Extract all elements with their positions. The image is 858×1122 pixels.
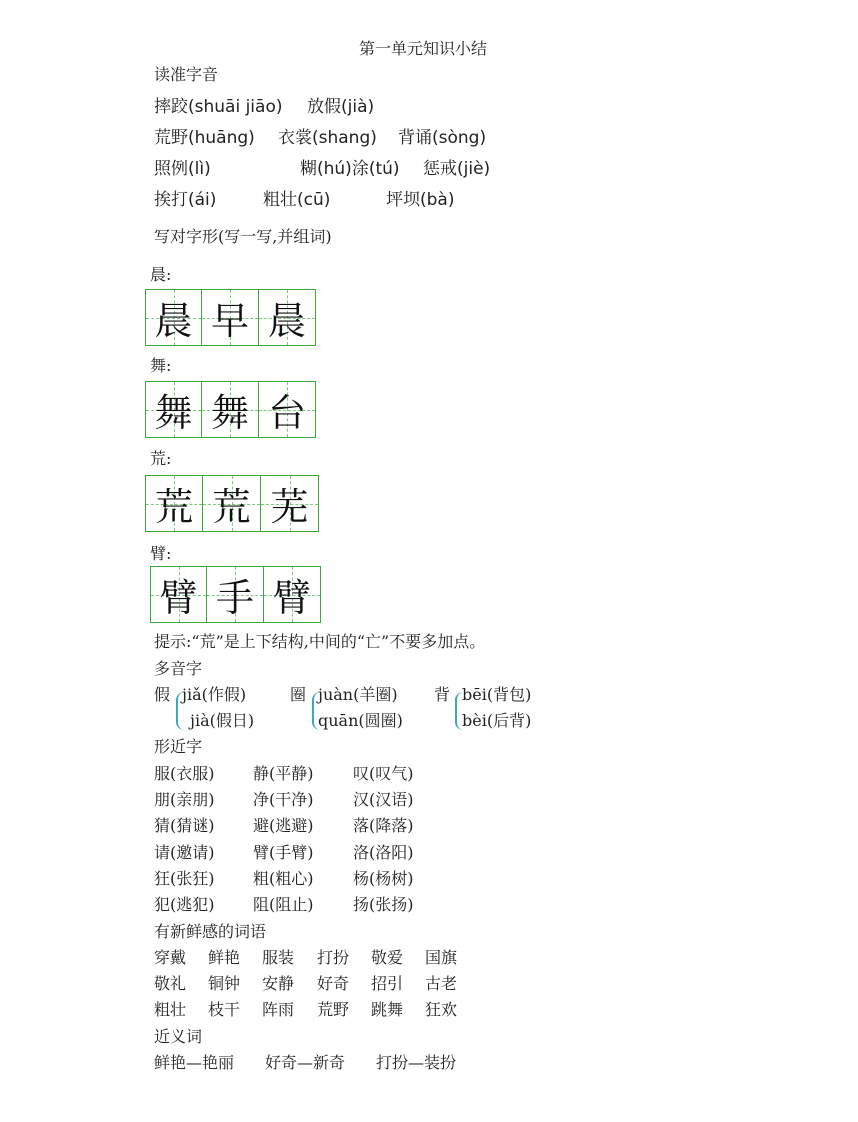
synonym-pair: 打扮—装扮	[376, 1053, 457, 1072]
fresh-word: 好奇	[317, 974, 350, 993]
similar-item: 服(衣服)	[154, 764, 215, 783]
grid-character: 荒	[212, 485, 251, 529]
similar-item: 狂(张狂)	[154, 869, 215, 888]
section-heading-synonym: 近义词	[154, 1027, 203, 1046]
page-title: 第一单元知识小结	[359, 39, 488, 58]
similar-item: 叹(叹气)	[353, 764, 414, 783]
grid-cell	[150, 566, 207, 623]
polyphone-char: 背	[434, 685, 451, 704]
similar-item: 阻(阻止)	[253, 895, 314, 914]
similar-item: 洛(洛阳)	[353, 843, 414, 862]
similar-item: 汉(汉语)	[353, 790, 414, 809]
grid-character: 舞	[154, 391, 193, 435]
char-group-label: 舞:	[150, 356, 172, 375]
polyphone-reading: quān(圆圈)	[318, 711, 403, 730]
fresh-word: 狂欢	[425, 1000, 458, 1019]
similar-item: 猜(猜谜)	[154, 816, 215, 835]
fresh-word: 穿戴	[154, 948, 187, 967]
pron-item: 照例(lì)	[154, 159, 211, 179]
fresh-word: 古老	[425, 974, 458, 993]
grid-cell	[259, 289, 316, 346]
fresh-word: 粗壮	[154, 1000, 187, 1019]
fresh-word: 跳舞	[371, 1000, 404, 1019]
grid-cell	[145, 475, 203, 532]
polyphone-char: 圈	[290, 685, 307, 704]
pron-item: 荒野(huāng)	[154, 128, 255, 148]
similar-item: 朋(亲朋)	[154, 790, 215, 809]
character-grid	[145, 289, 316, 346]
fresh-word: 敬爱	[371, 948, 404, 967]
section-heading-pronunciation: 读准字音	[154, 65, 219, 84]
similar-item: 净(干净)	[253, 790, 314, 809]
grid-character: 台	[267, 391, 306, 435]
fresh-word: 国旗	[425, 948, 458, 967]
grid-cell	[207, 566, 264, 623]
grid-cell	[203, 475, 261, 532]
grid-cell	[145, 289, 202, 346]
polyphone-char: 假	[154, 685, 171, 704]
pron-item: 衣裳(shang)	[278, 128, 377, 148]
pron-item: 粗壮(cū)	[263, 190, 331, 210]
fresh-word: 荒野	[317, 1000, 350, 1019]
character-grid	[150, 566, 321, 623]
fresh-word: 招引	[371, 974, 404, 993]
pron-item: 糊(hú)涂(tú)	[300, 159, 400, 179]
pron-item: 放假(jià)	[307, 97, 375, 117]
polyphone-reading: juàn(羊圈)	[318, 685, 398, 704]
section-heading-similar: 形近字	[154, 737, 203, 756]
pron-item: 背诵(sòng)	[398, 128, 487, 148]
polyphone-reading: bèi(后背)	[462, 711, 532, 730]
fresh-word: 敬礼	[154, 974, 187, 993]
fresh-word: 鲜艳	[208, 948, 241, 967]
pron-item: 惩戒(jiè)	[423, 159, 491, 179]
fresh-word: 枝干	[208, 1000, 241, 1019]
grid-character: 手	[215, 576, 254, 620]
character-grid	[145, 381, 316, 438]
grid-character: 晨	[267, 299, 306, 343]
similar-item: 犯(逃犯)	[154, 895, 215, 914]
char-group-label: 晨:	[150, 265, 172, 284]
char-group-label: 荒:	[150, 449, 172, 468]
grid-character: 臂	[159, 576, 198, 620]
section-heading-writing: 写对字形(写一写,并组词)	[154, 227, 332, 246]
grid-cell	[259, 381, 316, 438]
polyphone-reading: jiǎ(作假)	[182, 685, 247, 704]
fresh-word: 服装	[262, 948, 295, 967]
hint-text: 提示:“荒”是上下结构,中间的“亡”不要多加点。	[154, 632, 486, 651]
similar-item: 臂(手臂)	[253, 843, 314, 862]
section-heading-fresh: 有新鲜感的词语	[154, 922, 267, 941]
pron-item: 摔跤(shuāi jiāo)	[154, 97, 283, 117]
grid-cell	[202, 381, 259, 438]
char-group-label: 臂:	[150, 544, 172, 563]
polyphone-reading: bēi(背包)	[462, 685, 532, 704]
grid-character: 荒	[154, 485, 193, 529]
section-heading-polyphone: 多音字	[154, 659, 203, 678]
synonym-pair: 鲜艳—艳丽	[154, 1053, 235, 1072]
pron-item: 挨打(ái)	[154, 190, 217, 210]
similar-item: 避(逃避)	[253, 816, 314, 835]
grid-character: 晨	[154, 299, 193, 343]
similar-item: 杨(杨树)	[353, 869, 414, 888]
grid-cell	[264, 566, 321, 623]
similar-item: 粗(粗心)	[253, 869, 314, 888]
grid-character: 芜	[270, 485, 309, 529]
fresh-word: 铜钟	[208, 974, 241, 993]
grid-character: 舞	[210, 391, 249, 435]
grid-cell	[145, 381, 202, 438]
grid-cell	[202, 289, 259, 346]
fresh-word: 打扮	[317, 948, 350, 967]
grid-character: 早	[210, 299, 249, 343]
fresh-word: 安静	[262, 974, 295, 993]
grid-cell	[261, 475, 319, 532]
character-grid	[145, 475, 319, 532]
pron-item: 坪坝(bà)	[386, 190, 455, 210]
synonym-pair: 好奇—新奇	[265, 1053, 346, 1072]
similar-item: 静(平静)	[253, 764, 314, 783]
grid-character: 臂	[272, 576, 311, 620]
similar-item: 扬(张扬)	[353, 895, 414, 914]
similar-item: 落(降落)	[353, 816, 414, 835]
similar-item: 请(邀请)	[154, 843, 215, 862]
fresh-word: 阵雨	[262, 1000, 295, 1019]
polyphone-reading: jià(假日)	[190, 711, 255, 730]
